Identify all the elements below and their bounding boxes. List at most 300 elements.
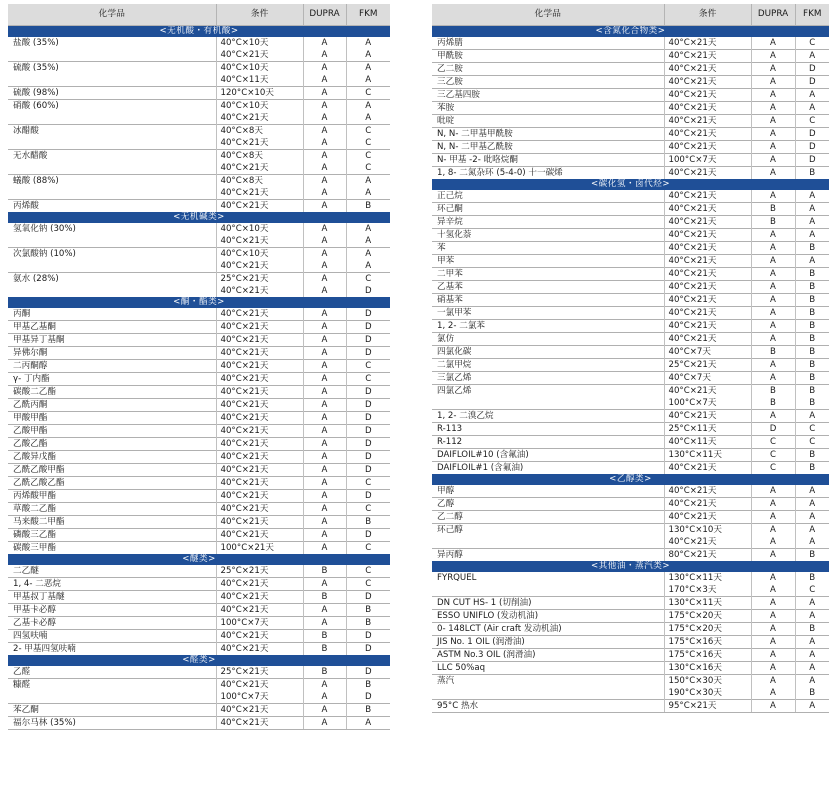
chemical-name-cell: 甲基叔丁基醚 [8,591,216,604]
table-row [8,112,390,125]
condition-cell: 40°C×10天 [216,62,303,75]
condition-cell: 40°C×21天 [664,128,751,141]
dupra-rating-cell: A [751,623,795,636]
condition-cell: 40°C×8天 [216,150,303,163]
table-row [8,666,390,679]
condition-cell: 40°C×21天 [664,255,751,268]
fkm-rating-cell: A [795,102,829,115]
chemical-name-cell: 1, 4- 二恶烷 [8,578,216,591]
dupra-rating-cell: A [303,187,346,200]
chemical-name-cell [8,691,216,704]
condition-cell: 100°C×21天 [216,542,303,555]
dupra-rating-cell: B [303,643,346,656]
table-row [432,649,829,662]
condition-cell: 40°C×21天 [664,89,751,102]
condition-cell: 190°C×30天 [664,687,751,700]
dupra-rating-cell: A [303,704,346,717]
chemical-name-cell: 三氯乙烯 [432,372,664,385]
dupra-rating-cell: A [751,229,795,242]
table-row [8,679,390,692]
dupra-rating-cell: A [751,281,795,294]
fkm-rating-cell: D [346,334,390,347]
category-label: <碳化氢・卤代烃> [432,179,829,190]
dupra-rating-cell: A [751,485,795,498]
condition-cell: 40°C×21天 [664,307,751,320]
dupra-rating-cell: A [303,542,346,555]
dupra-rating-cell: A [751,242,795,255]
table-row [432,268,829,281]
table-row [8,477,390,490]
chemical-name-cell: N, N- 二甲基甲酰胺 [432,128,664,141]
fkm-rating-cell: C [346,477,390,490]
fkm-rating-cell: A [795,511,829,524]
dupra-rating-cell: A [303,125,346,138]
condition-cell: 150°C×30天 [664,675,751,688]
table-row [8,643,390,656]
chemical-name-cell: 次氯酸钠 (10%) [8,248,216,261]
dupra-rating-cell: A [751,700,795,713]
condition-cell: 80°C×21天 [664,549,751,562]
chemical-name-cell: 苯乙酮 [8,704,216,717]
dupra-rating-cell: A [303,112,346,125]
fkm-rating-cell: A [795,649,829,662]
table-row [432,190,829,203]
condition-cell: 40°C×11天 [664,436,751,449]
dupra-header: DUPRA [751,4,795,26]
dupra-rating-cell: A [303,150,346,163]
chemical-name-cell: 氯仿 [432,333,664,346]
fkm-rating-cell: A [795,50,829,63]
condition-cell: 40°C×21天 [664,50,751,63]
condition-cell: 40°C×21天 [216,235,303,248]
condition-cell: 40°C×21天 [216,591,303,604]
chemical-name-cell: JIS No. 1 OIL (润滑油) [432,636,664,649]
dupra-rating-cell: A [751,536,795,549]
category-label: <其他油・蒸汽类> [432,561,829,572]
chemical-name-cell: 冰醋酸 [8,125,216,138]
chemical-name-cell: FYRQUEL [432,572,664,584]
table-row [432,167,829,180]
condition-cell: 40°C×21天 [664,294,751,307]
table-row [8,62,390,75]
condition-cell: 40°C×11天 [216,74,303,87]
table-row [432,307,829,320]
fkm-rating-cell: A [346,175,390,188]
dupra-rating-cell: A [751,50,795,63]
dupra-rating-cell: A [303,347,346,360]
dupra-rating-cell: A [751,76,795,89]
table-row [8,100,390,113]
chemical-name-cell [432,584,664,597]
condition-cell: 40°C×21天 [664,141,751,154]
chemical-name-cell [8,162,216,175]
chemical-name-cell: 无水醋酸 [8,150,216,163]
fkm-rating-cell: C [346,360,390,373]
table-row [432,700,829,713]
dupra-rating-cell: A [751,511,795,524]
condition-cell: 40°C×21天 [216,490,303,503]
chemical-name-cell: 硫酸 (98%) [8,87,216,100]
chemical-name-cell: 三乙胺 [432,76,664,89]
dupra-rating-cell: A [751,572,795,584]
condition-cell: 40°C×21天 [664,203,751,216]
chemical-name-cell [8,285,216,297]
condition-cell: 40°C×21天 [216,49,303,62]
chemical-name-cell: 1, 2- 二氯苯 [432,320,664,333]
fkm-rating-cell: D [346,347,390,360]
table-row [432,37,829,50]
fkm-rating-cell: A [809,536,816,547]
fkm-rating-cell: B [346,679,390,692]
condition-cell: 40°C×21天 [216,679,303,692]
table-row [432,687,829,700]
table-row [8,260,390,273]
table-row [432,636,829,649]
table-row [8,490,390,503]
dupra-rating-cell: A [303,37,346,49]
dupra-rating-cell: A [751,115,795,128]
fkm-rating-cell: C [809,37,816,48]
fkm-rating-cell: D [346,386,390,399]
table-row [432,50,829,63]
chemical-name-cell: 碳酸三甲酯 [8,542,216,555]
table-row [8,37,390,49]
fkm-rating-cell: A [795,700,829,713]
left-table-body [8,26,390,730]
table-row [8,200,390,213]
condition-cell: 40°C×21天 [216,187,303,200]
fkm-rating-cell: D [346,464,390,477]
fkm-rating-cell: B [809,572,816,583]
dupra-rating-cell: B [751,216,795,229]
condition-cell: 40°C×8天 [216,175,303,188]
condition-cell: 40°C×21天 [216,112,303,125]
dupra-rating-cell: A [751,190,795,203]
dupra-rating-cell: A [303,516,346,529]
condition-cell: 100°C×7天 [664,397,751,410]
table-row [432,76,829,89]
chemical-name-cell: 福尔马林 (35%) [8,717,216,730]
dupra-rating-cell: B [751,203,795,216]
fkm-rating-cell: C [346,87,390,100]
dupra-rating-cell: A [303,260,346,273]
table-row [8,464,390,477]
table-row [8,516,390,529]
chemical-name-cell: 乙基卡必醇 [8,617,216,630]
condition-cell: 40°C×21天 [664,229,751,242]
table-row [8,503,390,516]
table-row [8,235,390,248]
dupra-rating-cell: A [303,477,346,490]
table-row [8,273,390,286]
dupra-rating-cell: A [303,578,346,591]
condition-cell: 25°C×21天 [216,273,303,286]
fkm-rating-cell: C [809,584,816,595]
chemical-name-cell: 乙酸甲酯 [8,425,216,438]
condition-cell: 40°C×21天 [664,320,751,333]
dupra-rating-cell: B [303,630,346,643]
fkm-rating-cell: B [346,617,390,630]
chemical-name-cell [432,397,664,410]
fkm-rating-cell: B [795,268,829,281]
chemical-name-cell: 丙烯酸 [8,200,216,213]
dupra-rating-cell: A [751,524,795,537]
chemical-name-cell: 二乙醚 [8,565,216,578]
table-row [432,255,829,268]
table-row [432,623,829,636]
table-row [432,372,829,385]
chemical-name-cell: 氨水 (28%) [8,273,216,286]
fkm-rating-cell: A [795,636,829,649]
fkm-rating-cell: D [346,399,390,412]
category-row [8,26,390,38]
table-row [432,462,829,475]
table-row [432,610,829,623]
dupra-rating-cell: A [303,248,346,261]
chemical-name-cell: 异辛烷 [432,216,664,229]
fkm-rating-cell: B [346,516,390,529]
dupra-rating-cell: A [303,529,346,542]
table-row [432,216,829,229]
fkm-rating-cell: D [795,128,829,141]
table-row [432,549,829,562]
condition-cell: 130°C×11天 [664,572,751,584]
fkm-rating-cell: D [795,63,829,76]
condition-cell: 40°C×21天 [664,102,751,115]
fkm-rating-cell: C [365,137,372,148]
condition-cell: 40°C×21天 [664,190,751,203]
table-row [8,187,390,200]
dupra-rating-cell: A [751,63,795,76]
table-row [8,74,390,87]
fkm-rating-cell: B [346,704,390,717]
chemical-name-cell: 糠醛 [8,679,216,692]
table-row [432,397,829,410]
fkm-rating-cell: D [364,308,372,319]
dupra-rating-cell: A [303,373,346,386]
table-row [8,425,390,438]
chemical-name-cell: 甲酸甲酯 [8,412,216,425]
chemical-name-cell: 苯胺 [432,102,664,115]
table-row [432,346,829,359]
condition-cell: 25°C×21天 [216,666,303,679]
dupra-rating-cell: A [303,137,346,150]
condition-cell: 40°C×21天 [664,115,751,128]
dupra-rating-cell: A [303,321,346,334]
condition-cell: 100°C×7天 [216,691,303,704]
fkm-rating-cell: B [795,385,829,398]
table-row [8,630,390,643]
table-row [8,438,390,451]
fkm-rating-cell: A [809,190,816,201]
table-row [8,704,390,717]
condition-cell: 40°C×21天 [216,451,303,464]
chemical-name-cell: 1, 2- 二溴乙烷 [432,410,664,423]
condition-cell: 130°C×11天 [664,597,751,610]
fkm-rating-cell: C [346,542,390,555]
table-row [8,591,390,604]
fkm-rating-cell: B [795,372,829,385]
chemical-name-cell: 甲基卡必醇 [8,604,216,617]
chemical-name-cell: N, N- 二甲基乙酰胺 [432,141,664,154]
condition-cell: 40°C×21天 [664,511,751,524]
table-row [432,524,829,537]
fkm-rating-cell: D [346,321,390,334]
table-row [432,572,829,584]
table-row [432,662,829,675]
dupra-rating-cell: A [303,162,346,175]
fkm-rating-cell: A [809,485,816,496]
chemical-name-cell: 正己烷 [432,190,664,203]
condition-cell: 40°C×21天 [216,386,303,399]
fkm-rating-cell: C [346,125,390,138]
table-row [432,89,829,102]
chemical-name-cell: 碳酸二乙酯 [8,386,216,399]
chemical-name-cell: 蟻酸 (88%) [8,175,216,188]
dupra-rating-cell: A [303,100,346,113]
fkm-rating-cell: D [346,529,390,542]
condition-cell: 40°C×10天 [216,223,303,235]
table-row [432,115,829,128]
chemical-name-cell: 吡啶 [432,115,664,128]
condition-cell: 40°C×21天 [216,412,303,425]
dupra-rating-cell: A [751,268,795,281]
category-label: <酮・酯类> [8,297,390,308]
table-row [8,162,390,175]
dupra-rating-cell: A [303,679,346,692]
condition-cell: 40°C×21天 [216,643,303,656]
condition-cell: 175°C×16天 [664,649,751,662]
dupra-rating-cell: A [751,549,795,562]
chemical-name-cell: ESSO UNIFLO (发动机油) [432,610,664,623]
dupra-rating-cell: A [751,333,795,346]
condition-cell: 40°C×21天 [216,630,303,643]
dupra-rating-cell: A [303,412,346,425]
table-row [8,578,390,591]
dupra-rating-cell: A [751,597,795,610]
condition-cell: 40°C×21天 [216,464,303,477]
fkm-rating-cell: A [795,410,829,423]
category-row [8,554,390,565]
condition-cell: 40°C×21天 [216,137,303,150]
table-row [8,137,390,150]
condition-cell: 40°C×21天 [216,477,303,490]
condition-cell: 40°C×21天 [664,462,751,475]
fkm-rating-cell: C [346,273,390,286]
dupra-rating-cell: A [303,62,346,75]
chemical-name-cell: γ- 丁内酯 [8,373,216,386]
condition-cell: 40°C×21天 [664,485,751,498]
table-row [432,128,829,141]
table-row [8,175,390,188]
dupra-rating-cell: A [751,636,795,649]
fkm-rating-cell: A [795,675,829,688]
dupra-rating-cell: A [303,175,346,188]
fkm-rating-cell: A [795,216,829,229]
category-row [8,212,390,223]
chemical-name-cell: 甲酰胺 [432,50,664,63]
chemical-name-cell [8,137,216,150]
fkm-rating-cell: C [795,423,829,436]
dupra-rating-cell: C [751,449,795,462]
condition-cell: 40°C×21天 [664,410,751,423]
table-row [432,203,829,216]
chemical-name-cell: 丙烯腈 [432,37,664,50]
dupra-rating-cell: A [303,717,346,730]
dupra-rating-cell: A [303,490,346,503]
fkm-rating-cell: A [795,229,829,242]
fkm-rating-cell: D [346,425,390,438]
table-row [8,565,390,578]
fkm-rating-cell: B [795,281,829,294]
chemical-name-cell: 乙酰丙酮 [8,399,216,412]
condition-cell: 40°C×21天 [216,503,303,516]
chemical-name-cell: 草酸二乙酯 [8,503,216,516]
category-label: <醚类> [8,554,390,565]
fkm-rating-cell: A [795,89,829,102]
chemical-name-cell: 磷酸三乙酯 [8,529,216,542]
chemical-name-cell: 四氯化碳 [432,346,664,359]
condition-cell: 25°C×11天 [664,423,751,436]
chemical-name-cell: 甲基异丁基酮 [8,334,216,347]
dupra-rating-cell: A [303,308,346,321]
dupra-rating-cell: A [303,334,346,347]
chemical-name-cell: 环己醇 [432,524,664,537]
chemical-name-cell: R-112 [432,436,664,449]
fkm-rating-cell: B [795,346,829,359]
chemical-name-cell: 异佛尔酮 [8,347,216,360]
table-row [432,294,829,307]
dupra-rating-cell: A [751,610,795,623]
dupra-rating-cell: A [303,425,346,438]
condition-cell: 120°C×10天 [216,87,303,100]
fkm-rating-cell: A [365,235,372,246]
chemical-header: 化学品 [8,4,216,26]
condition-cell: 95°C×21天 [664,700,751,713]
table-row [8,412,390,425]
condition-cell: 40°C×21天 [216,516,303,529]
right-table-body [432,26,829,713]
chemical-name-cell: 乙酰乙酸乙酯 [8,477,216,490]
fkm-rating-cell: A [795,610,829,623]
chemical-name-cell: 甲基乙基酮 [8,321,216,334]
table-row [8,150,390,163]
fkm-rating-cell: D [364,666,372,677]
condition-cell: 40°C×7天 [664,372,751,385]
fkm-rating-cell: B [795,294,829,307]
condition-cell: 40°C×7天 [664,346,751,359]
fkm-rating-cell: D [346,591,390,604]
chemical-name-cell: 十氢化萘 [432,229,664,242]
chemical-name-cell [8,74,216,87]
fkm-rating-cell: B [346,200,390,213]
condition-cell: 130°C×11天 [664,449,751,462]
table-row [432,410,829,423]
fkm-rating-cell: B [795,242,829,255]
condition-cell: 130°C×10天 [664,524,751,537]
chemical-name-cell: LLC 50%aq [432,662,664,675]
table-row [432,675,829,688]
condition-cell: 40°C×21天 [216,704,303,717]
chemical-name-cell: N- 甲基 -2- 吡咯烷酮 [432,154,664,167]
fkm-rating-cell: D [795,141,829,154]
chemical-name-cell: 硝酸 (60%) [8,100,216,113]
chemical-name-cell: 蒸汽 [432,675,664,688]
fkm-rating-cell: A [365,37,372,48]
table-row [432,359,829,372]
chemical-name-cell: 丙酮 [8,308,216,321]
chemical-name-cell: 乙醛 [8,666,216,679]
